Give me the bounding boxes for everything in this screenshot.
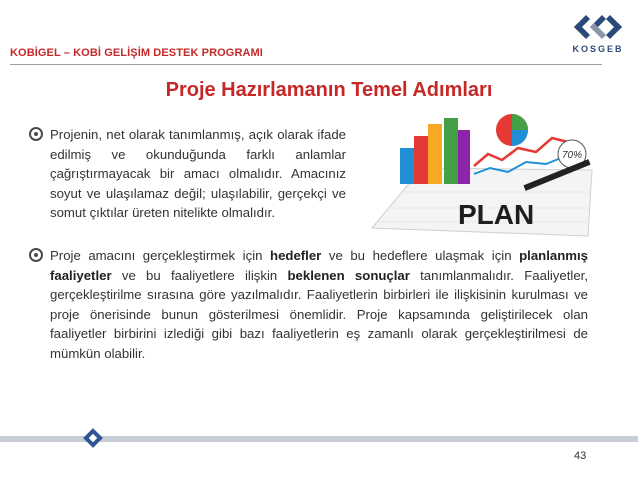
header-divider [10,64,602,65]
bullet-icon [29,248,43,262]
plan-word: PLAN [458,199,535,230]
bullet2-bold-results: beklenen sonuçlar [287,267,410,283]
bullet2-text: ve bu hedeflere ulaşmak için [321,248,520,263]
program-label: KOBİGEL – KOBİ GELİŞİM DESTEK PROGRAMI [10,47,263,59]
logo-text: KOSGEB [572,44,624,54]
bullet-text-1: Projenin, net olarak tanımlanmış, açık olarak ifade edilmiş ve okunduğunda farklı anlamlar çağrıştırmayacak bir amacı olmalıdır. Amacınız soyut ve ulaşılamaz değil; ulaşılabilir, gerçekçi ve somut çıktılar üreten nitelikte olmalıdır. [50,127,346,221]
page-number: 43 [574,450,587,462]
bullet2-bold-activities: planlanmış faaliyetler [50,248,588,283]
bullet2-text: Proje amacını gerçekleştirmek için [50,248,271,263]
bullet2-text: tanımlanmalıdır. Faaliyetler, gerçekleştirilme sırasına göre yazılmalıdır. Faaliyetlerin birbirleri ile ilişkisinin kurulması ve proje önerisinde bunun gösterilmesi önemlidir. Proje kapsamında geliştirilecek olan faaliyetler birbirini izlediği gibi bazı faaliyetlerin eş zamanlı olarak gerçekleştirilmesi de mümkün olabilir. [50,267,588,361]
percent-label: 70% [561,150,583,161]
page-title: Proje Hazırlamanın Temel Adımları [165,79,493,101]
bullet2-bold-targets: hedefler [270,248,322,263]
bullet-icon [29,127,43,141]
bullet-text-2 [50,246,588,364]
plan-illustration [362,108,598,240]
bullet2-text: ve bu faaliyetlere ilişkin [111,267,288,283]
